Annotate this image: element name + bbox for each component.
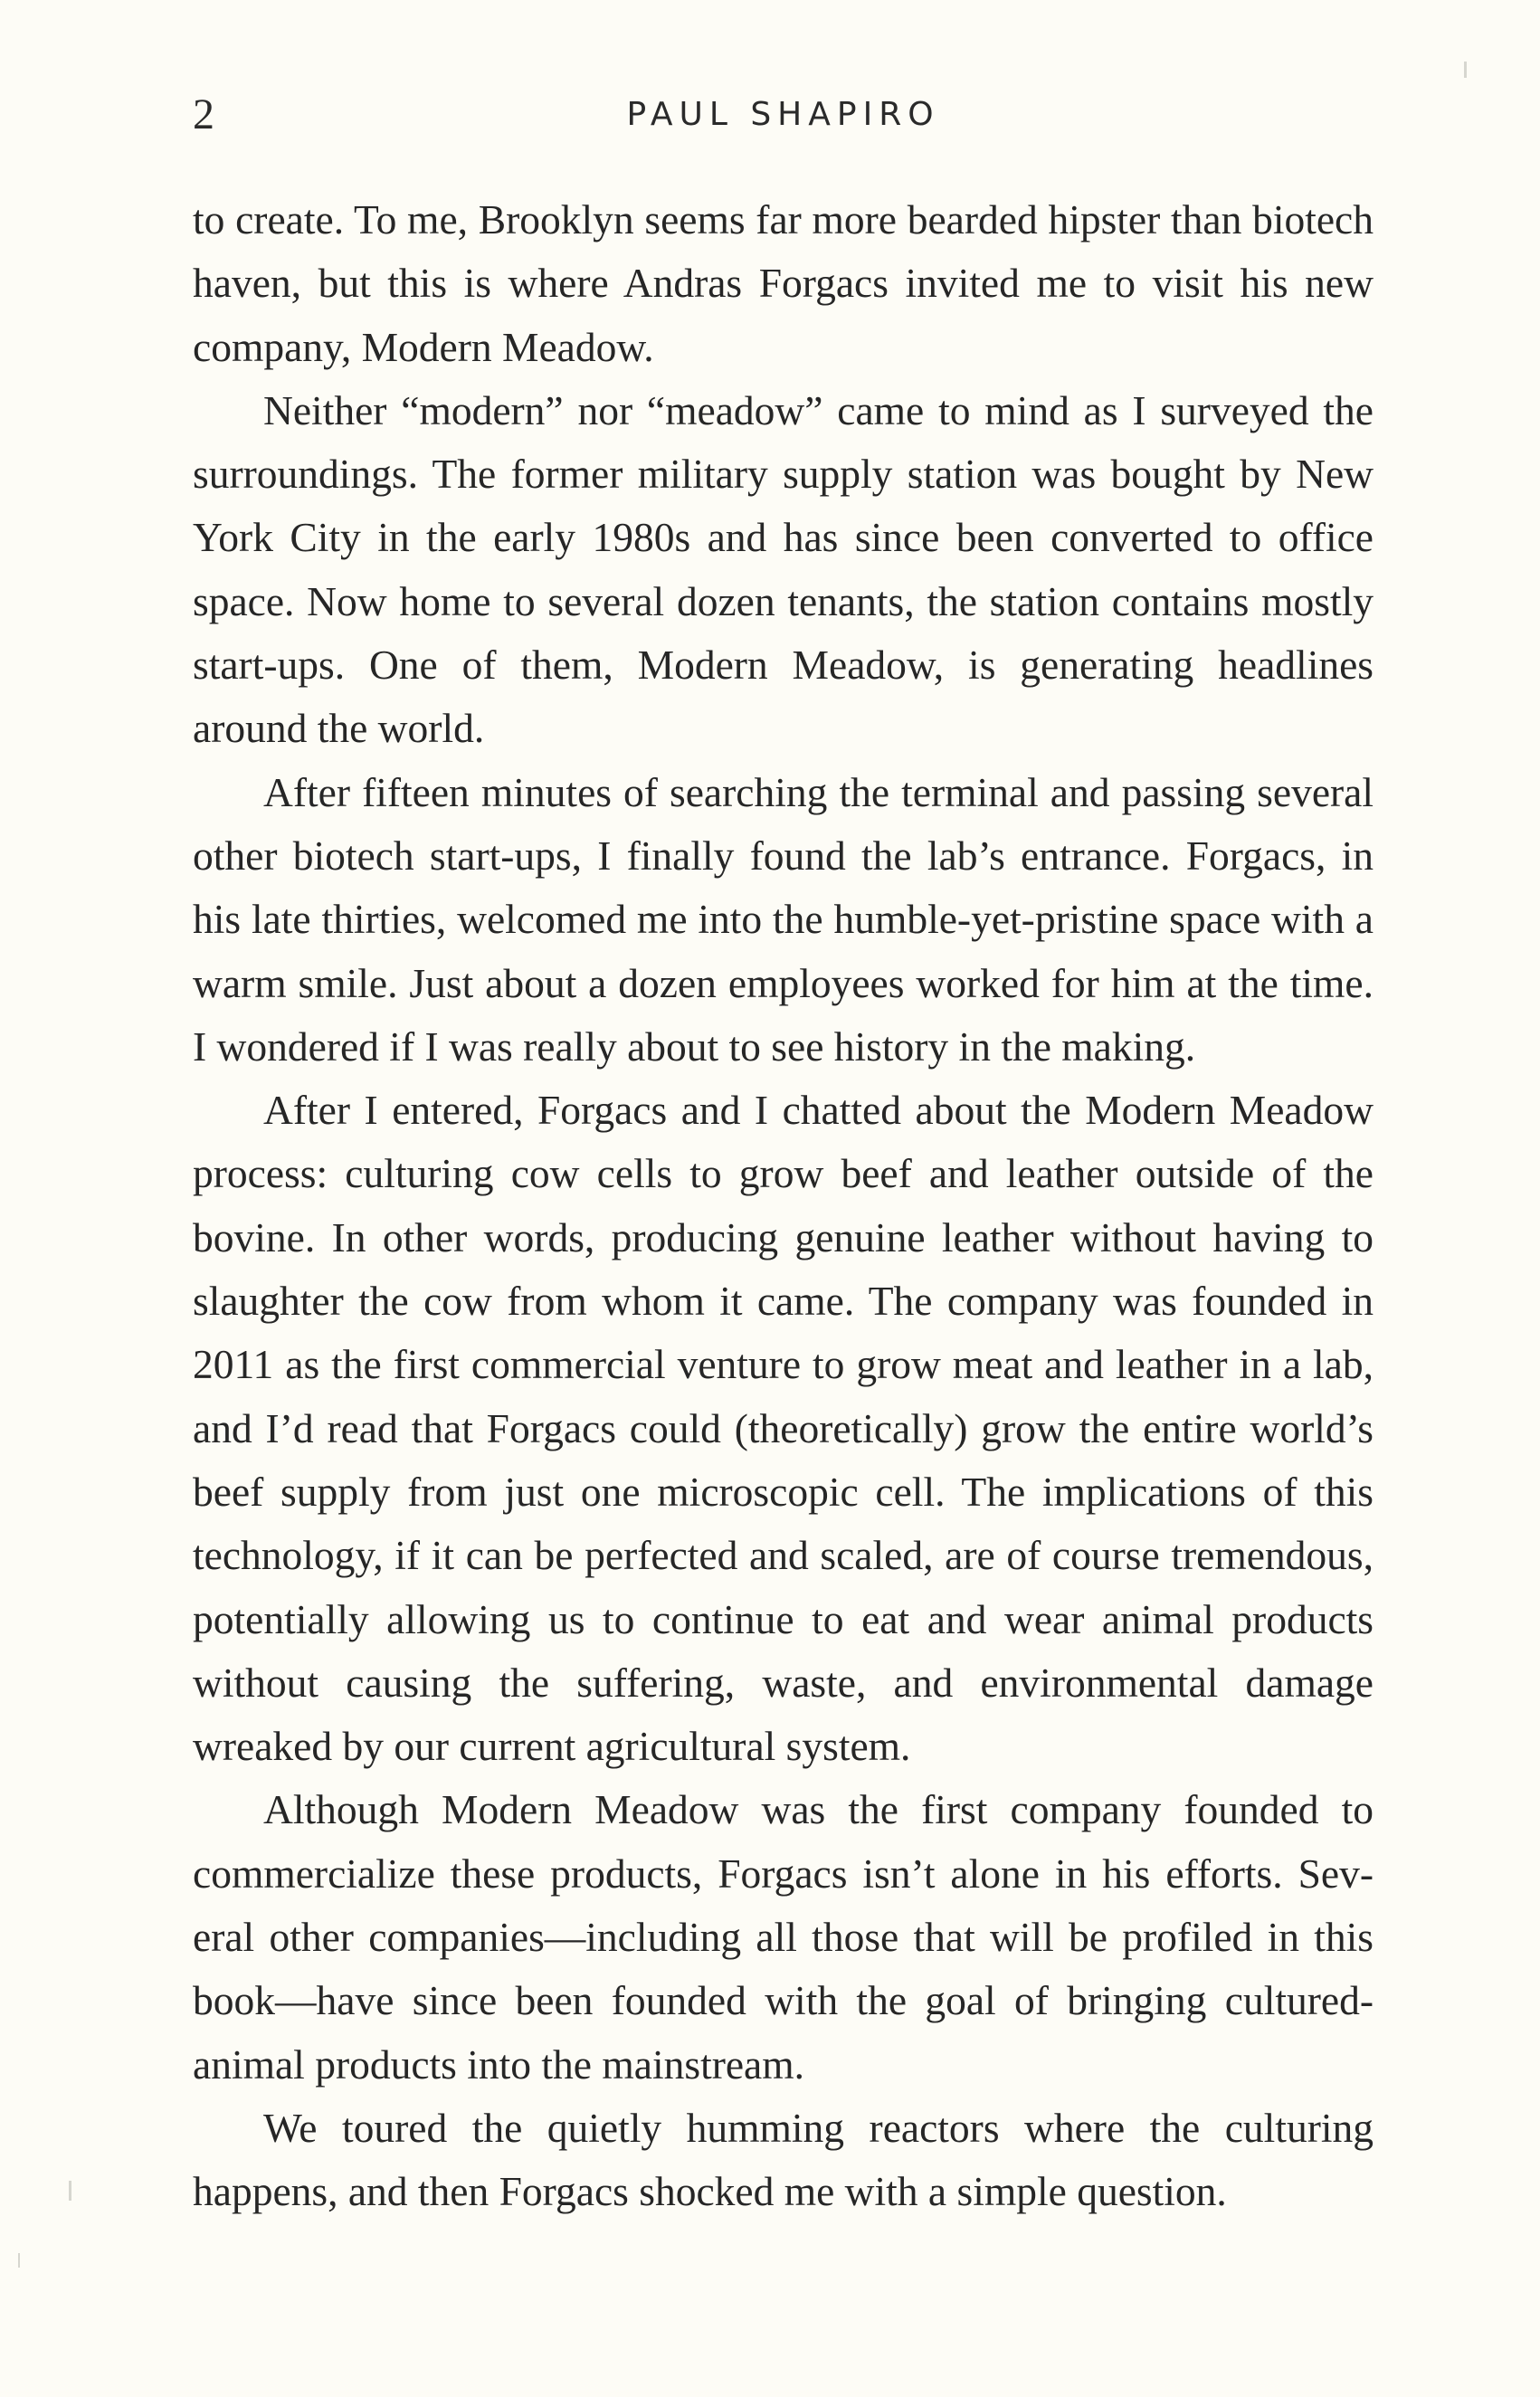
scan-mark [1464, 62, 1467, 78]
paragraph: Neither “modern” nor “meadow” came to mind as I surveyed the surroundings. The former military supply station was bought by New York City in the early 1980s and has since been converted to office space. Now home to several dozen tenants, the station contains mostly start-ups. One of them, Modern Meadow, is generating headlines around the world. [193, 386, 1374, 752]
paragraph: to create. To me, Brooklyn seems far more bearded hipster than biotech haven, but this is where Andras Forgacs invited me to visit his new company, Modern Meadow. [193, 196, 1374, 370]
paragraph: Although Modern Meadow was the first company founded to commercialize these products, Forgacs isn’t alone in his efforts. Several other companies—including all those that will be profiled in this book—have since been founded with the goal of bringing cultured-animal products into the mainstream. [193, 1786, 1374, 2088]
paragraph: After fifteen minutes of searching the terminal and passing several other biotech start-ups, I finally found the lab’s entrance. Forgacs, in his late thirties, welcomed me into the humble-yet-pristine space with a warm smile. Just about a dozen employees worked for him at the time. I wondered if I was really about to see history in the making. [193, 768, 1374, 1070]
paragraph: After I entered, Forgacs and I chatted about the Modern Meadow process: culturing cow cells to grow beef and leather outside of the bovine. In other words, producing genuine leather without having to slaughter the cow from whom it came. The company was founded in 2011 as the first commercial venture to grow meat and leather in a lab, and I’d read that Forgacs could (theoretically) grow the entire world’s beef supply from just one microscopic cell. The implications of this technology, if it can be perfected and scaled, are of course tremendous, potentially allowing us to continue to eat and wear animal products without causing the suffering, waste, and environmental damage wreaked by our current agricultural system. [193, 1087, 1374, 1770]
running-head [193, 83, 1374, 147]
page-number: 2 [193, 90, 214, 138]
scan-mark [69, 2181, 71, 2201]
paragraph: We toured the quietly humming reactors where the culturing happens, and then Forgacs shocked me with a simple question. [193, 2104, 1374, 2215]
body-text [193, 188, 1374, 2224]
scan-mark [18, 2253, 20, 2268]
running-head-author: PAUL SHAPIRO [626, 96, 940, 133]
